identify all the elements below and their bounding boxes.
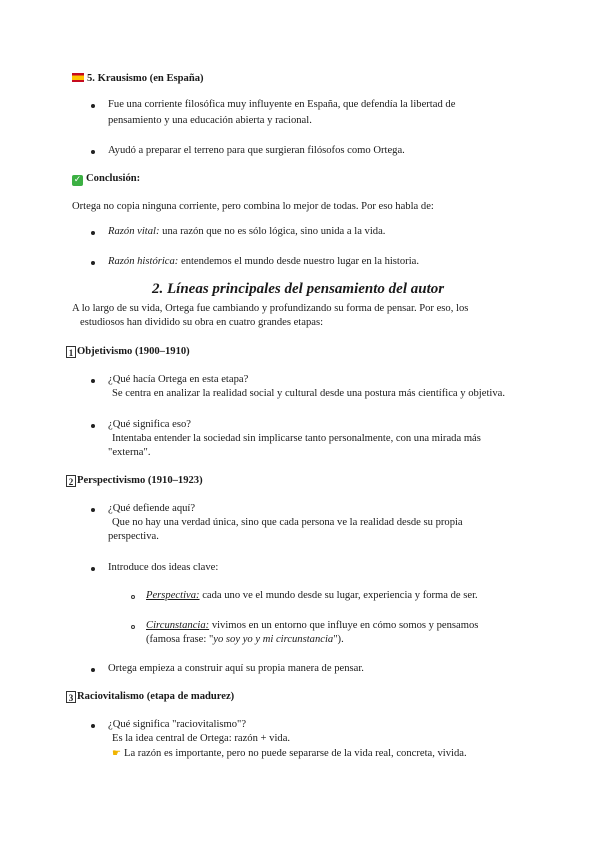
number-3-icon: 3 bbox=[66, 691, 76, 703]
bullet-icon bbox=[91, 724, 95, 728]
bullet-icon bbox=[91, 150, 95, 154]
krausismo-heading bbox=[72, 72, 204, 86]
raciovitalismo-answer-2-text: La razón es importante, pero no puede separarse de la vida real, concreta, vivida. bbox=[123, 748, 467, 759]
raciovitalismo-answer-2 bbox=[112, 747, 467, 761]
check-mark-icon: ✓ bbox=[73, 175, 82, 185]
number-1-icon: 1 bbox=[66, 346, 76, 358]
perspectivismo-heading bbox=[66, 474, 203, 488]
objetivismo-answer-1: Se centra en analizar la realidad social y cultural desde una postura más científica y objetiva. bbox=[112, 388, 505, 399]
razon-vital-term: Razón vital: bbox=[108, 226, 160, 237]
raciovitalismo-heading-text: Raciovitalismo (etapa de madurez) bbox=[77, 691, 235, 702]
razon-historica-text: entendemos el mundo desde nuestro lugar en la historia. bbox=[178, 256, 419, 267]
section-2-intro-line-2: estudiosos han dividido su obra en cuatro grandes etapas: bbox=[80, 317, 324, 328]
idea-circunstancia-line-2 bbox=[146, 633, 344, 647]
idea-circunstancia-line-1 bbox=[146, 619, 478, 633]
spain-flag-icon bbox=[72, 73, 84, 82]
idea-perspectiva-text: cada uno ve el mundo desde su lugar, experiencia y forma de ser. bbox=[199, 590, 478, 601]
perspectivismo-question-1: ¿Qué defiende aquí? bbox=[108, 503, 196, 514]
idea-circunstancia-text: vivimos en un entorno que influye en cómo somos y pensamos bbox=[209, 620, 479, 631]
idea-perspectiva bbox=[146, 589, 478, 603]
bullet-icon bbox=[91, 231, 95, 235]
bullet-icon bbox=[91, 668, 95, 672]
raciovitalismo-heading bbox=[66, 690, 234, 704]
perspectivismo-heading-text: Perspectivismo (1910–1923) bbox=[77, 475, 203, 486]
objetivismo-answer-2-line-2: "externa". bbox=[108, 447, 151, 458]
bullet-icon bbox=[91, 261, 95, 265]
pointing-hand-icon: ☛ bbox=[112, 748, 121, 759]
raciovitalismo-answer-1: Es la idea central de Ortega: razón + vida. bbox=[112, 733, 291, 744]
objetivismo-question-1: ¿Qué hacía Ortega en esta etapa? bbox=[108, 374, 249, 385]
raciovitalismo-question-1: ¿Qué significa "raciovitalismo"? bbox=[108, 719, 247, 730]
sub-bullet-icon bbox=[131, 625, 135, 629]
bullet-icon bbox=[91, 104, 95, 108]
idea-circunstancia-term: Circunstancia: bbox=[146, 620, 210, 631]
razon-vital-text: una razón que no es sólo lógica, sino unida a la vida. bbox=[159, 226, 386, 237]
objetivismo-heading-text: Objetivismo (1900–1910) bbox=[77, 346, 190, 357]
section-2-intro-line-1: A lo largo de su vida, Ortega fue cambiando y profundizando su forma de pensar. Por eso, los bbox=[72, 303, 469, 314]
objetivismo-answer-2-line-1: Intentaba entender la sociedad sin implicarse tanto personalmente, con una mirada más bbox=[112, 433, 481, 444]
conclusion-item-razon-vital bbox=[108, 225, 385, 239]
bullet-icon bbox=[91, 424, 95, 428]
perspectivismo-closing: Ortega empieza a construir aquí su propia manera de pensar. bbox=[108, 663, 364, 674]
idea-perspectiva-term: Perspectiva: bbox=[146, 590, 200, 601]
perspectivismo-answer-1-line-1: Que no hay una verdad única, sino que cada persona ve la realidad desde su propia bbox=[112, 517, 463, 528]
conclusion-intro: Ortega no copia ninguna corriente, pero combina lo mejor de todas. Por eso habla de: bbox=[72, 201, 434, 212]
famous-quote-suffix: "). bbox=[333, 634, 344, 645]
bullet-icon bbox=[91, 567, 95, 571]
bullet-icon bbox=[91, 508, 95, 512]
objetivismo-heading bbox=[66, 345, 190, 359]
conclusion-heading bbox=[72, 172, 140, 186]
sub-bullet-icon bbox=[131, 595, 135, 599]
conclusion-item-razon-historica bbox=[108, 255, 419, 269]
objetivismo-question-2: ¿Qué significa eso? bbox=[108, 419, 191, 430]
bullet-icon bbox=[91, 379, 95, 383]
famous-quote-prefix: (famosa frase: " bbox=[146, 634, 214, 645]
krausismo-bullet-1-line-2: pensamiento y una educación abierta y racional. bbox=[108, 115, 312, 126]
famous-quote: yo soy yo y mi circunstancia bbox=[213, 634, 334, 645]
krausismo-heading-text: 5. Krausismo (en España) bbox=[87, 73, 204, 84]
razon-historica-term: Razón histórica: bbox=[108, 256, 179, 267]
conclusion-heading-text: Conclusión: bbox=[86, 173, 141, 184]
krausismo-bullet-1-line-1: Fue una corriente filosófica muy influyente en España, que defendía la libertad de bbox=[108, 99, 456, 110]
krausismo-bullet-2: Ayudó a preparar el terreno para que surgieran filósofos como Ortega. bbox=[108, 145, 405, 156]
perspectivismo-answer-1-line-2: perspectiva. bbox=[108, 531, 159, 542]
perspectivismo-ideas-intro: Introduce dos ideas clave: bbox=[108, 562, 219, 573]
number-2-icon: 2 bbox=[66, 475, 76, 487]
section-2-title: 2. Líneas principales del pensamiento del autor bbox=[152, 281, 445, 297]
